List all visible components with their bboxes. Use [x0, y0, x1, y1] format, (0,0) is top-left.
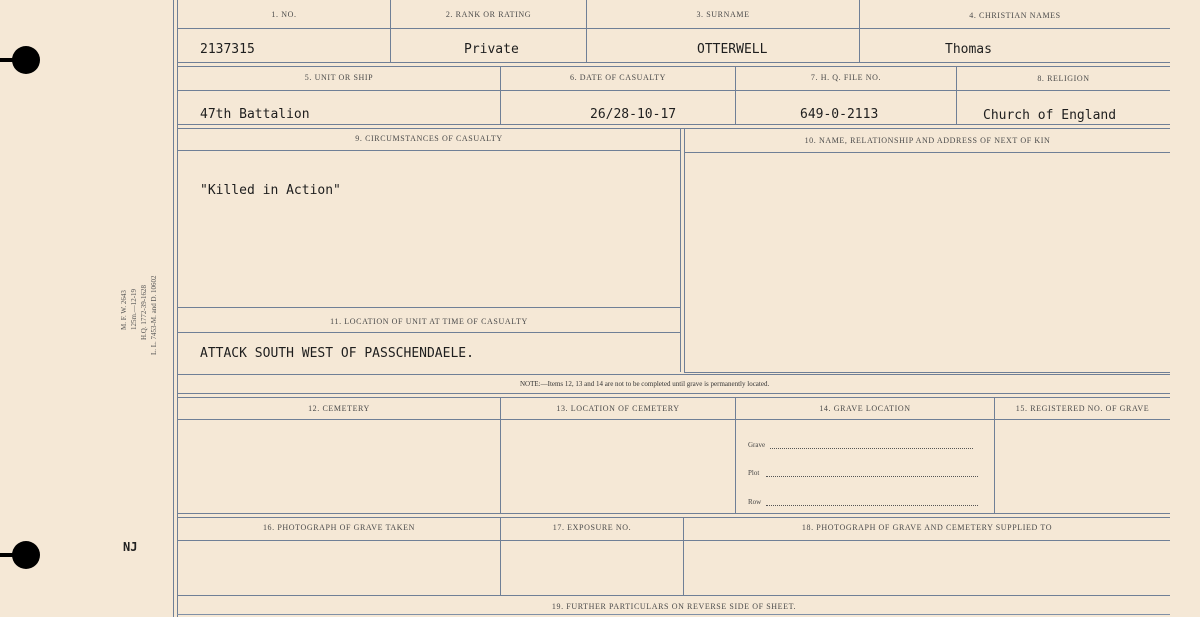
- row4-bottom: [177, 513, 1170, 514]
- row-row-label: Row: [748, 498, 762, 506]
- punch-hole-top-stub: [0, 58, 14, 62]
- footer-line: [177, 614, 1170, 615]
- row1-bottom: [177, 62, 1170, 63]
- plot-row-label: Plot: [748, 469, 760, 477]
- date-value: 26/28-10-17: [590, 107, 677, 122]
- row5-bottom: [177, 595, 1170, 596]
- circ-label-line: [177, 150, 680, 151]
- no-value: 2137315: [200, 42, 255, 57]
- row5-label-line: [177, 540, 1170, 541]
- further-label: 19. FURTHER PARTICULARS ON REVERSE SIDE OF SHEET.: [551, 602, 797, 611]
- rank-label: 2. RANK OR RATING: [445, 10, 532, 19]
- initials-nj: NJ: [123, 540, 138, 554]
- exposure-label: 17. EXPOSURE NO.: [552, 523, 632, 532]
- location-label-line: [177, 332, 680, 333]
- row4-div1: [500, 397, 501, 513]
- photo-taken-label: 16. PHOTOGRAPH OF GRAVE TAKEN: [262, 523, 416, 532]
- religion-label: 8. RELIGION: [1037, 74, 1090, 83]
- surname-value: OTTERWELL: [697, 42, 768, 57]
- location-label: 11. LOCATION OF UNIT AT TIME OF CASUALTY: [330, 317, 528, 326]
- cem-location-label: 13. LOCATION OF CEMETERY: [556, 404, 680, 413]
- left-border: [173, 0, 174, 617]
- registered-label: 15. REGISTERED NO. OF GRAVE: [1015, 404, 1150, 413]
- grave-location-label: 14. GRAVE LOCATION: [819, 404, 911, 413]
- row3-div-a: [680, 128, 681, 372]
- row2-label-line: [177, 90, 1170, 91]
- date-label: 6. DATE OF CASUALTY: [569, 73, 666, 82]
- plot-dots: [766, 476, 978, 477]
- circumstances-value: "Killed in Action": [200, 183, 341, 198]
- row4-div3: [994, 397, 995, 513]
- side-print-1: M. F. W. 2643: [120, 290, 128, 330]
- note-bottom: [177, 393, 1170, 394]
- row-dots: [766, 505, 978, 506]
- location-top: [177, 307, 680, 308]
- note-top: [177, 374, 1170, 375]
- row4-top: [177, 397, 1170, 398]
- grave-row-label: Grave: [748, 441, 766, 449]
- row1-div3: [859, 0, 860, 62]
- punch-hole-bottom-stub: [0, 553, 14, 557]
- row4-label-line: [177, 419, 1170, 420]
- unit-label: 5. UNIT OR SHIP: [304, 73, 374, 82]
- kin-label: 10. NAME, RELATIONSHIP AND ADDRESS OF NEXT OF KIN: [804, 136, 1051, 145]
- punch-hole-top: [12, 46, 40, 74]
- row2-bottom: [177, 124, 1170, 125]
- kin-bottom: [684, 372, 1170, 373]
- religion-value: Church of England: [983, 108, 1117, 123]
- hq-label: 7. H. Q. FILE NO.: [810, 73, 882, 82]
- unit-value: 47th Battalion: [200, 107, 310, 122]
- grave-dots: [770, 448, 973, 449]
- row1-label-line: [177, 28, 1170, 29]
- row3-top: [177, 128, 1170, 129]
- side-print-4: L. L. 7453-M. and D. 10602: [150, 275, 158, 355]
- row2-top: [177, 66, 1170, 67]
- no-label: 1. NO.: [271, 10, 297, 19]
- christian-label: 4. CHRISTIAN NAMES: [969, 11, 1061, 20]
- circumstances-label: 9. CIRCUMSTANCES OF CASUALTY: [355, 134, 503, 143]
- photo-supplied-label: 18. PHOTOGRAPH OF GRAVE AND CEMETERY SUPPLIED TO: [801, 523, 1053, 532]
- row3-div-b: [684, 128, 685, 372]
- side-print-3: H.Q. 1772-39-1628: [140, 284, 148, 340]
- row4-div2: [735, 397, 736, 513]
- side-print-2: 125m.—12-19: [130, 288, 138, 330]
- note-text: NOTE:—Items 12, 13 and 14 are not to be completed until grave is permanently located.: [520, 380, 770, 388]
- cemetery-label: 12. CEMETERY: [308, 404, 370, 413]
- location-value: ATTACK SOUTH WEST OF PASSCHENDAELE.: [200, 346, 474, 361]
- surname-label: 3. SURNAME: [696, 10, 750, 19]
- row5-top: [177, 517, 1170, 518]
- hq-value: 649-0-2113: [800, 107, 879, 122]
- punch-hole-bottom: [12, 541, 40, 569]
- christian-value: Thomas: [945, 42, 992, 57]
- kin-label-line: [684, 152, 1170, 153]
- rank-value: Private: [464, 42, 519, 57]
